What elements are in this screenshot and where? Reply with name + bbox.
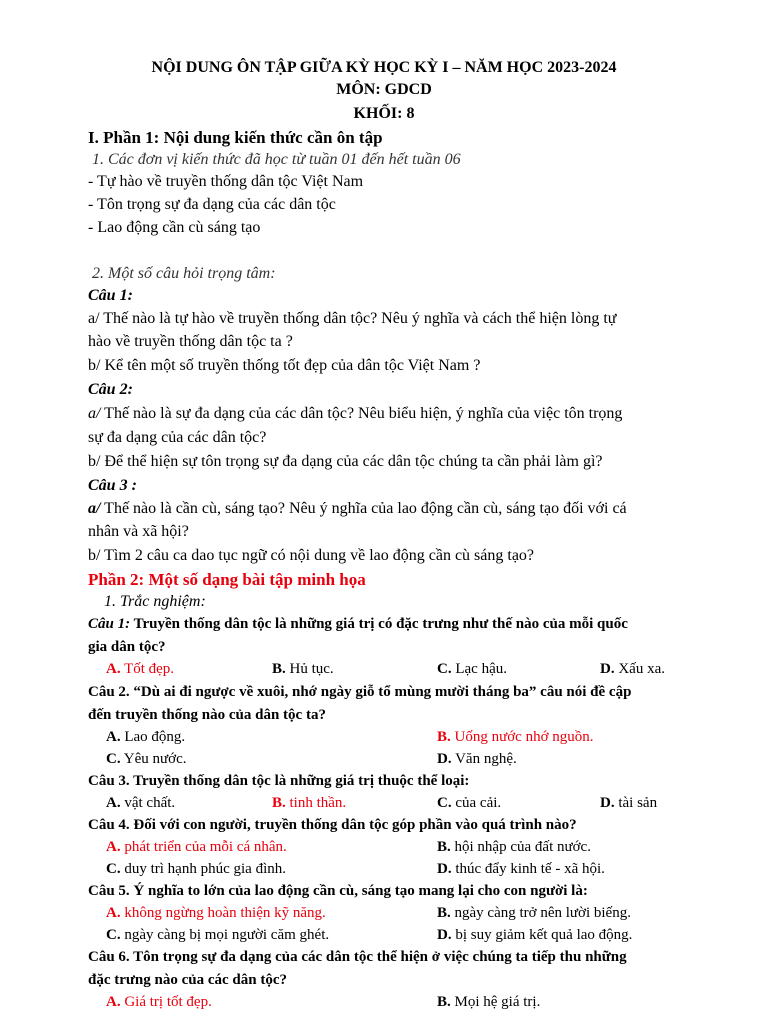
mc-q6-option-b xyxy=(437,992,540,1012)
option-letter: D. xyxy=(600,795,615,811)
option-letter: B. xyxy=(437,994,451,1010)
mc-q1-option-a xyxy=(106,659,174,679)
subject-title: MÔN: GDCD xyxy=(336,81,432,98)
option-text: của cải. xyxy=(451,795,502,811)
part2-heading: Phần 2: Một số dạng bài tập minh họa xyxy=(88,570,366,589)
option-letter: B. xyxy=(272,795,286,811)
mc-q1-option-b xyxy=(272,659,334,679)
knowledge-item: - Lao động cần cù sáng tạo xyxy=(88,219,261,236)
doc-title: NỘI DUNG ÔN TẬP GIỮA KỲ HỌC KỲ I – NĂM HỌC 2023-2024 xyxy=(151,59,617,76)
option-text: Tốt đẹp. xyxy=(120,661,175,677)
option-letter: D. xyxy=(437,751,452,767)
option-letter: C. xyxy=(437,661,452,677)
option-text: Mọi hệ giá trị. xyxy=(450,994,541,1010)
mc-q3-option-a xyxy=(106,793,175,813)
option-text: duy trì hạnh phúc gia đình. xyxy=(120,861,286,877)
option-letter: B. xyxy=(437,839,451,855)
option-text: thúc đẩy kinh tế - xã hội. xyxy=(451,861,605,877)
q1a-line2: hào về truyền thống dân tộc ta ? xyxy=(88,333,293,350)
option-letter: B. xyxy=(437,905,451,921)
mc-q1-text: Truyền thống dân tộc là những giá trị có đặc trưng như thế nào của mỗi quốc xyxy=(130,616,628,632)
q3b: b/ Tìm 2 câu ca dao tục ngữ có nội dung về lao động cần cù sáng tạo? xyxy=(88,547,535,564)
q3a-line2: nhân và xã hội? xyxy=(88,523,189,540)
option-letter: D. xyxy=(600,661,615,677)
mc-q5-option-a xyxy=(106,903,326,923)
mc-q2-option-b xyxy=(437,727,594,747)
part2-sub: 1. Trắc nghiệm: xyxy=(104,593,206,610)
knowledge-item: - Tự hào về truyền thống dân tộc Việt Nam xyxy=(88,173,364,190)
part1-sub1: 1. Các đơn vị kiến thức đã học từ tuần 01 đến hết tuần 06 xyxy=(92,151,461,168)
option-letter: B. xyxy=(272,661,286,677)
option-letter: A. xyxy=(106,795,121,811)
mc-q4-option-c xyxy=(106,859,286,879)
q2a-line2: sự đa dạng của các dân tộc? xyxy=(88,429,267,446)
option-letter: A. xyxy=(106,661,121,677)
option-letter: D. xyxy=(437,861,452,877)
mc-q1-line2: gia dân tộc? xyxy=(88,639,166,655)
mc-q2-option-a xyxy=(106,727,185,747)
mc-q5-option-b xyxy=(437,903,631,923)
option-text: không ngừng hoàn thiện kỹ năng. xyxy=(120,905,326,921)
mc-q4-option-d xyxy=(437,859,605,879)
q2b: b/ Để thể hiện sự tôn trọng sự đa dạng của các dân tộc chúng ta cần phải làm gì? xyxy=(88,453,603,470)
mc-q1-label: Câu 1: xyxy=(88,616,131,632)
mc-q6-line1: Câu 6. Tôn trọng sự đa dạng của các dân tộc thể hiện ở việc chúng ta tiếp thu những xyxy=(88,949,627,965)
option-letter: C. xyxy=(106,861,121,877)
option-text: ngày càng bị mọi người căm ghét. xyxy=(120,927,330,943)
mc-q2-line1: Câu 2. “Dù ai đi ngược về xuôi, nhớ ngày giỗ tổ mùng mười tháng ba” câu nói đề cập xyxy=(88,684,632,700)
mc-q1-line1 xyxy=(88,614,628,634)
option-letter: C. xyxy=(106,927,121,943)
mc-q1-option-d xyxy=(600,659,665,679)
mc-q1-option-c xyxy=(437,659,507,679)
q2-label: Câu 2: xyxy=(88,381,133,398)
mc-q4-option-b xyxy=(437,837,591,857)
q3-label: Câu 3 : xyxy=(88,477,137,494)
option-text: vật chất. xyxy=(120,795,176,811)
mc-q2-option-d xyxy=(437,749,517,769)
mc-q2-option-c xyxy=(106,749,187,769)
q2a-text: Thế nào là sự đa dạng của các dân tộc? Nêu biểu hiện, ý nghĩa của việc tôn trọng xyxy=(100,405,623,422)
grade-title: KHỐI: 8 xyxy=(353,105,415,122)
q1b: b/ Kể tên một số truyền thống tốt đẹp của dân tộc Việt Nam ? xyxy=(88,357,481,374)
mc-q6-line2: đặc trưng nào của các dân tộc? xyxy=(88,972,287,988)
option-text: Xấu xa. xyxy=(614,661,665,677)
option-text: ngày càng trở nên lười biếng. xyxy=(450,905,631,921)
option-letter: A. xyxy=(106,994,121,1010)
part1-heading: I. Phần 1: Nội dung kiến thức cần ôn tập xyxy=(88,128,383,147)
option-text: Uống nước nhớ nguồn. xyxy=(450,729,594,745)
q3a-text: Thế nào là cần cù, sáng tạo? Nêu ý nghĩa của lao động cần cù, sáng tạo đối với cá xyxy=(100,500,627,517)
option-text: Giá trị tốt đẹp. xyxy=(120,994,212,1010)
option-letter: B. xyxy=(437,729,451,745)
option-text: Yêu nước. xyxy=(120,751,187,767)
option-text: bị suy giảm kết quả lao động. xyxy=(451,927,633,943)
mc-q5-option-c xyxy=(106,925,329,945)
option-text: Hủ tục. xyxy=(285,661,334,677)
knowledge-item: - Tôn trọng sự đa dạng của các dân tộc xyxy=(88,196,336,213)
q3a-prefix: a/ xyxy=(88,500,101,517)
option-text: Văn nghệ. xyxy=(451,751,517,767)
option-text: hội nhập của đất nước. xyxy=(450,839,591,855)
option-letter: A. xyxy=(106,905,121,921)
option-text: tài sản xyxy=(614,795,658,811)
q3a-line1 xyxy=(88,499,627,519)
mc-q3-option-b xyxy=(272,793,346,813)
mc-q3-option-d xyxy=(600,793,657,813)
mc-q3-option-c xyxy=(437,793,501,813)
option-letter: C. xyxy=(106,751,121,767)
mc-q3-line1: Câu 3. Truyền thống dân tộc là những giá trị thuộc thể loại: xyxy=(88,773,470,789)
option-text: Lao động. xyxy=(120,729,186,745)
option-letter: A. xyxy=(106,839,121,855)
option-text: phát triển của mỗi cá nhân. xyxy=(120,839,287,855)
mc-q4-option-a xyxy=(106,837,287,857)
mc-q5-line1: Câu 5. Ý nghĩa to lớn của lao động cần cù, sáng tạo mang lại cho con người là: xyxy=(88,883,588,899)
option-letter: D. xyxy=(437,927,452,943)
mc-q4-line1: Câu 4. Đối với con người, truyền thống dân tộc góp phần vào quá trình nào? xyxy=(88,817,577,833)
q1-label: Câu 1: xyxy=(88,287,133,304)
q2a-line1 xyxy=(88,404,622,424)
mc-q6-option-a xyxy=(106,992,212,1012)
q2a-prefix: a/ xyxy=(88,405,101,422)
q1a-line1: a/ Thế nào là tự hào về truyền thống dân tộc? Nêu ý nghĩa và cách thể hiện lòng tự xyxy=(88,310,617,327)
mc-q2-line2: đến truyền thống nào của dân tộc ta? xyxy=(88,707,326,723)
option-text: tinh thần. xyxy=(285,795,347,811)
mc-q5-option-d xyxy=(437,925,632,945)
option-letter: A. xyxy=(106,729,121,745)
option-text: Lạc hậu. xyxy=(451,661,507,677)
option-letter: C. xyxy=(437,795,452,811)
part1-sub2: 2. Một số câu hỏi trọng tâm: xyxy=(92,265,276,282)
